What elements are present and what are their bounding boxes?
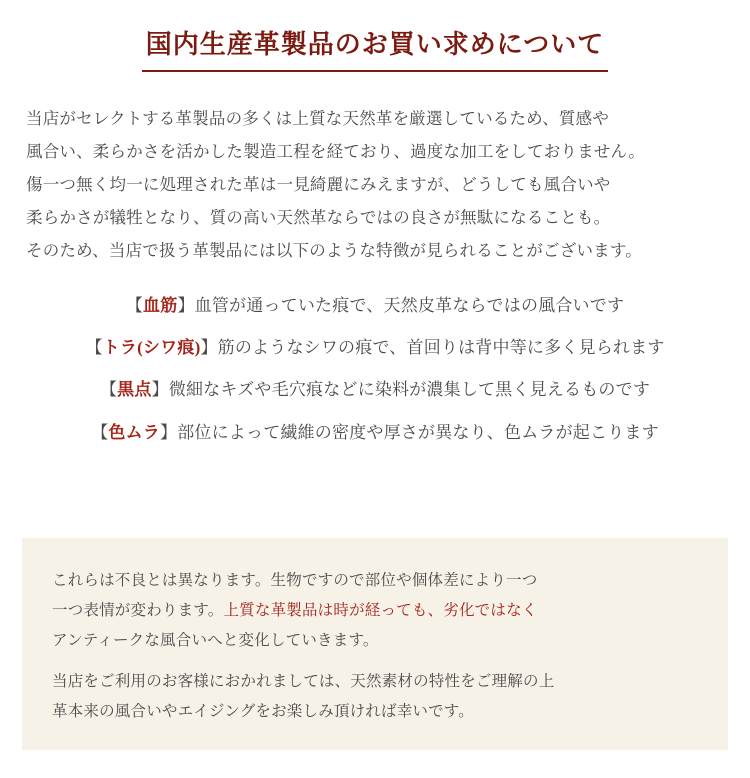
list-item xyxy=(0,420,750,446)
intro-line-4: 柔らかさが犠牲となり、質の高い天然革ならではの良さが無駄になることも。 xyxy=(26,207,611,227)
feature-term: 血筋 xyxy=(143,295,178,315)
note-line-3: アンティークな風合いへと変化していきます。 xyxy=(52,632,379,650)
feature-description: 血管が通っていた痕で、天然皮革ならではの風合いです xyxy=(194,295,625,315)
bracket-close: 】 xyxy=(177,295,195,315)
intro-line-1: 当店がセレクトする革製品の多くは上質な天然革を厳選しているため、質感や xyxy=(26,108,610,128)
feature-term: 色ムラ xyxy=(108,422,160,442)
intro-paragraph xyxy=(26,102,724,267)
bracket-close: 】 xyxy=(160,422,178,442)
feature-term: 黒点 xyxy=(117,380,152,400)
list-item xyxy=(0,377,750,403)
feature-term: トラ(シワ痕) xyxy=(102,338,201,358)
list-item xyxy=(0,293,750,319)
page-title-wrapper xyxy=(0,28,750,72)
note-line-2 xyxy=(52,596,698,626)
note-line-2-plain: 一つ表情が変わります。 xyxy=(52,602,224,620)
bracket-open: 【 xyxy=(85,338,103,358)
feature-description: 部位によって繊維の密度や厚さが異なり、色ムラが起こります xyxy=(177,422,659,442)
intro-line-2: 風合い、柔らかさを活かした製造工程を経ており、過度な加工をしておりません。 xyxy=(26,141,645,161)
page-root xyxy=(0,28,750,778)
note-line-4: 当店をご利用のお客様におかれましては、天然素材の特性をご理解の上 xyxy=(52,672,555,690)
page-title: 国内生産革製品のお買い求めについて xyxy=(142,28,608,72)
bracket-open: 【 xyxy=(125,295,144,315)
note-spacer xyxy=(52,657,698,667)
bracket-close: 】 xyxy=(200,338,218,358)
bracket-open: 【 xyxy=(91,422,109,442)
intro-line-5: そのため、当店で扱う革製品には以下のような特徴が見られることがございます。 xyxy=(26,240,642,260)
feature-list xyxy=(0,293,750,446)
note-box xyxy=(22,538,728,750)
bracket-open: 【 xyxy=(99,380,118,400)
feature-description: 筋のようなシワの痕で、首回りは背中等に多く見られます xyxy=(217,338,665,358)
note-line-1: これらは不良とは異なります。生物ですので部位や個体差により一つ xyxy=(52,572,538,589)
note-line-2-highlight: 上質な革製品は時が経っても、劣化ではなく xyxy=(223,602,538,620)
list-item xyxy=(0,335,750,361)
note-line-5: 革本来の風合いやエイジングをお楽しみ頂ければ幸いです。 xyxy=(52,702,474,720)
bracket-close: 】 xyxy=(151,380,169,400)
feature-description: 微細なキズや毛穴痕などに染料が濃集して黒く見えるものです xyxy=(168,380,651,400)
intro-line-3: 傷一つ無く均一に処理された革は一見綺麗にみえますが、どうしても風合いや xyxy=(26,174,611,194)
